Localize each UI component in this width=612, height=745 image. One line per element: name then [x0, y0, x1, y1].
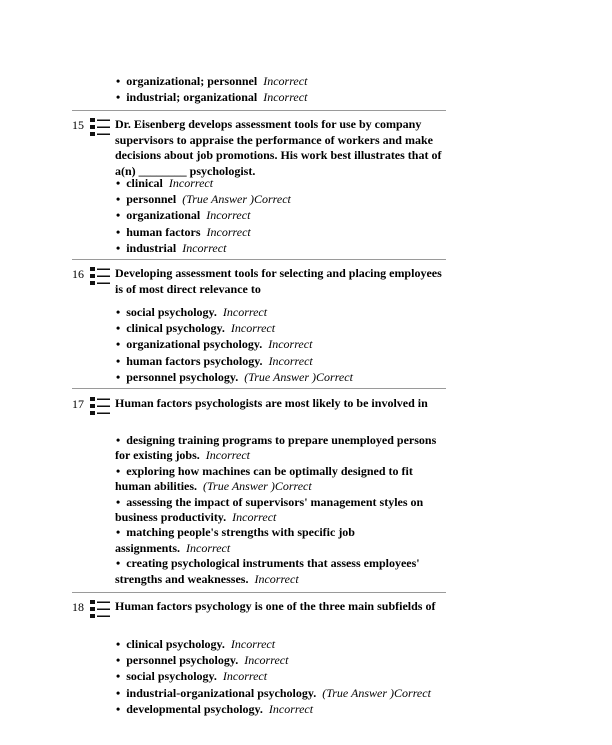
option-result: (True Answer )Correct	[322, 685, 431, 700]
bullet: •	[116, 208, 121, 223]
answer-options	[115, 175, 455, 256]
option-item	[115, 369, 455, 385]
option-item	[115, 668, 455, 684]
option-text: developmental psychology.	[126, 701, 263, 716]
bullet: •	[116, 337, 121, 352]
question-text: Human factors psychologists are most likely to be involved in	[115, 396, 428, 410]
option-text: social psychology.	[126, 669, 217, 684]
bullet: •	[116, 525, 121, 540]
option-text: clinical psychology.	[126, 637, 225, 651]
option-text: social psychology.	[126, 305, 217, 319]
option-result: Incorrect	[222, 669, 268, 684]
option-item	[115, 320, 455, 336]
option-text: personnel	[126, 192, 177, 207]
bullet: •	[116, 685, 121, 700]
bullet: •	[116, 653, 121, 668]
divider	[72, 110, 446, 111]
option-item	[115, 701, 455, 717]
bullet: •	[116, 192, 121, 207]
option-text: personnel psychology.	[126, 369, 239, 384]
option-result: Incorrect	[222, 305, 268, 319]
bullet: •	[116, 240, 121, 255]
option-item	[115, 353, 455, 369]
option-result: Incorrect	[244, 653, 289, 668]
option-item	[115, 240, 455, 256]
bullet: •	[116, 463, 121, 478]
prev-options	[115, 73, 455, 105]
bullet: •	[116, 224, 121, 239]
option-text: industrial-organizational psychology.	[126, 685, 317, 700]
question-number: 17	[72, 397, 84, 411]
bullet: •	[116, 669, 121, 684]
option-text: industrial; organizational	[126, 90, 258, 105]
question-list-icon	[89, 599, 111, 619]
option-result: Incorrect	[232, 510, 277, 525]
option-item	[115, 685, 455, 701]
option-result: Incorrect	[254, 571, 299, 586]
option-result: Incorrect	[205, 448, 250, 463]
option-item	[115, 89, 455, 105]
option-result: Incorrect	[263, 90, 308, 105]
option-text: organizational; personnel	[126, 74, 258, 88]
option-result: Incorrect	[268, 337, 313, 352]
option-item	[115, 652, 455, 668]
bullet: •	[116, 433, 121, 447]
question-number: 18	[72, 600, 84, 614]
option-text: organizational psychology.	[126, 337, 263, 352]
answer-options	[115, 636, 455, 717]
option-item	[115, 433, 445, 464]
option-item	[115, 495, 445, 526]
option-item	[115, 207, 455, 223]
option-item	[115, 464, 445, 495]
question-list-icon	[89, 266, 111, 286]
option-text: human factors psychology.	[126, 353, 263, 368]
option-item	[115, 336, 455, 352]
divider	[72, 388, 446, 389]
option-item	[115, 304, 455, 320]
bullet: •	[116, 74, 121, 88]
option-item	[115, 175, 455, 191]
bullet: •	[116, 353, 121, 368]
option-item	[115, 556, 445, 587]
question-list-icon	[89, 117, 111, 137]
option-result: Incorrect	[186, 540, 231, 555]
option-item	[115, 224, 455, 240]
option-result: (True Answer )Correct	[244, 369, 353, 384]
option-text: human factors	[126, 224, 201, 239]
option-result: Incorrect	[206, 208, 251, 223]
option-result: Incorrect	[268, 701, 314, 716]
divider	[72, 259, 446, 260]
option-result: Incorrect	[230, 637, 276, 651]
bullet: •	[116, 494, 121, 509]
bullet: •	[116, 305, 121, 319]
option-text: assessing the impact of supervisors' management styles on business productivity.	[115, 494, 424, 525]
question-text: Dr. Eisenberg develops assessment tools for use by company supervisors to appraise the performance of workers and make decisions about job promotions. His work best illustrates that of a(n) ________ psychologist.	[115, 117, 442, 178]
option-result: Incorrect	[206, 224, 251, 239]
question-text: Developing assessment tools for selecting and placing employees is of most direct relevance to	[115, 266, 442, 296]
option-text: organizational	[126, 208, 201, 223]
bullet: •	[116, 176, 121, 190]
bullet: •	[116, 556, 121, 571]
bullet: •	[116, 90, 121, 105]
divider	[72, 592, 446, 593]
bullet: •	[116, 321, 121, 336]
option-text: clinical psychology.	[126, 321, 225, 336]
option-result: (True Answer )Correct	[182, 192, 291, 207]
option-item	[115, 636, 455, 652]
option-result: Incorrect	[168, 176, 214, 190]
option-text: exploring how machines can be optimally designed to fit human abilities.	[115, 463, 413, 494]
bullet: •	[116, 701, 121, 716]
option-text: clinical	[126, 176, 163, 190]
question-list-icon	[89, 396, 111, 416]
option-text: industrial	[126, 240, 177, 255]
bullet: •	[116, 369, 121, 384]
option-item	[115, 525, 370, 556]
option-item	[115, 73, 455, 89]
option-text: matching people's strengths with specific job assignments.	[115, 525, 355, 555]
option-item	[115, 191, 455, 207]
option-result: Incorrect	[263, 74, 308, 88]
question-number: 16	[72, 267, 84, 281]
question-number: 15	[72, 118, 84, 132]
option-text: designing training programs to prepare unemployed persons for existing jobs.	[115, 433, 437, 463]
option-result: Incorrect	[182, 240, 227, 255]
question-text: Human factors psychology is one of the three main subfields of	[115, 599, 436, 613]
option-result: Incorrect	[268, 353, 313, 368]
option-result: Incorrect	[230, 321, 276, 336]
answer-options	[115, 433, 445, 587]
option-text: creating psychological instruments that assess employees' strengths and weaknesses.	[115, 556, 420, 586]
option-result: (True Answer )Correct	[203, 479, 312, 494]
bullet: •	[116, 637, 121, 651]
answer-options	[115, 304, 455, 385]
option-text: personnel psychology.	[126, 653, 239, 668]
